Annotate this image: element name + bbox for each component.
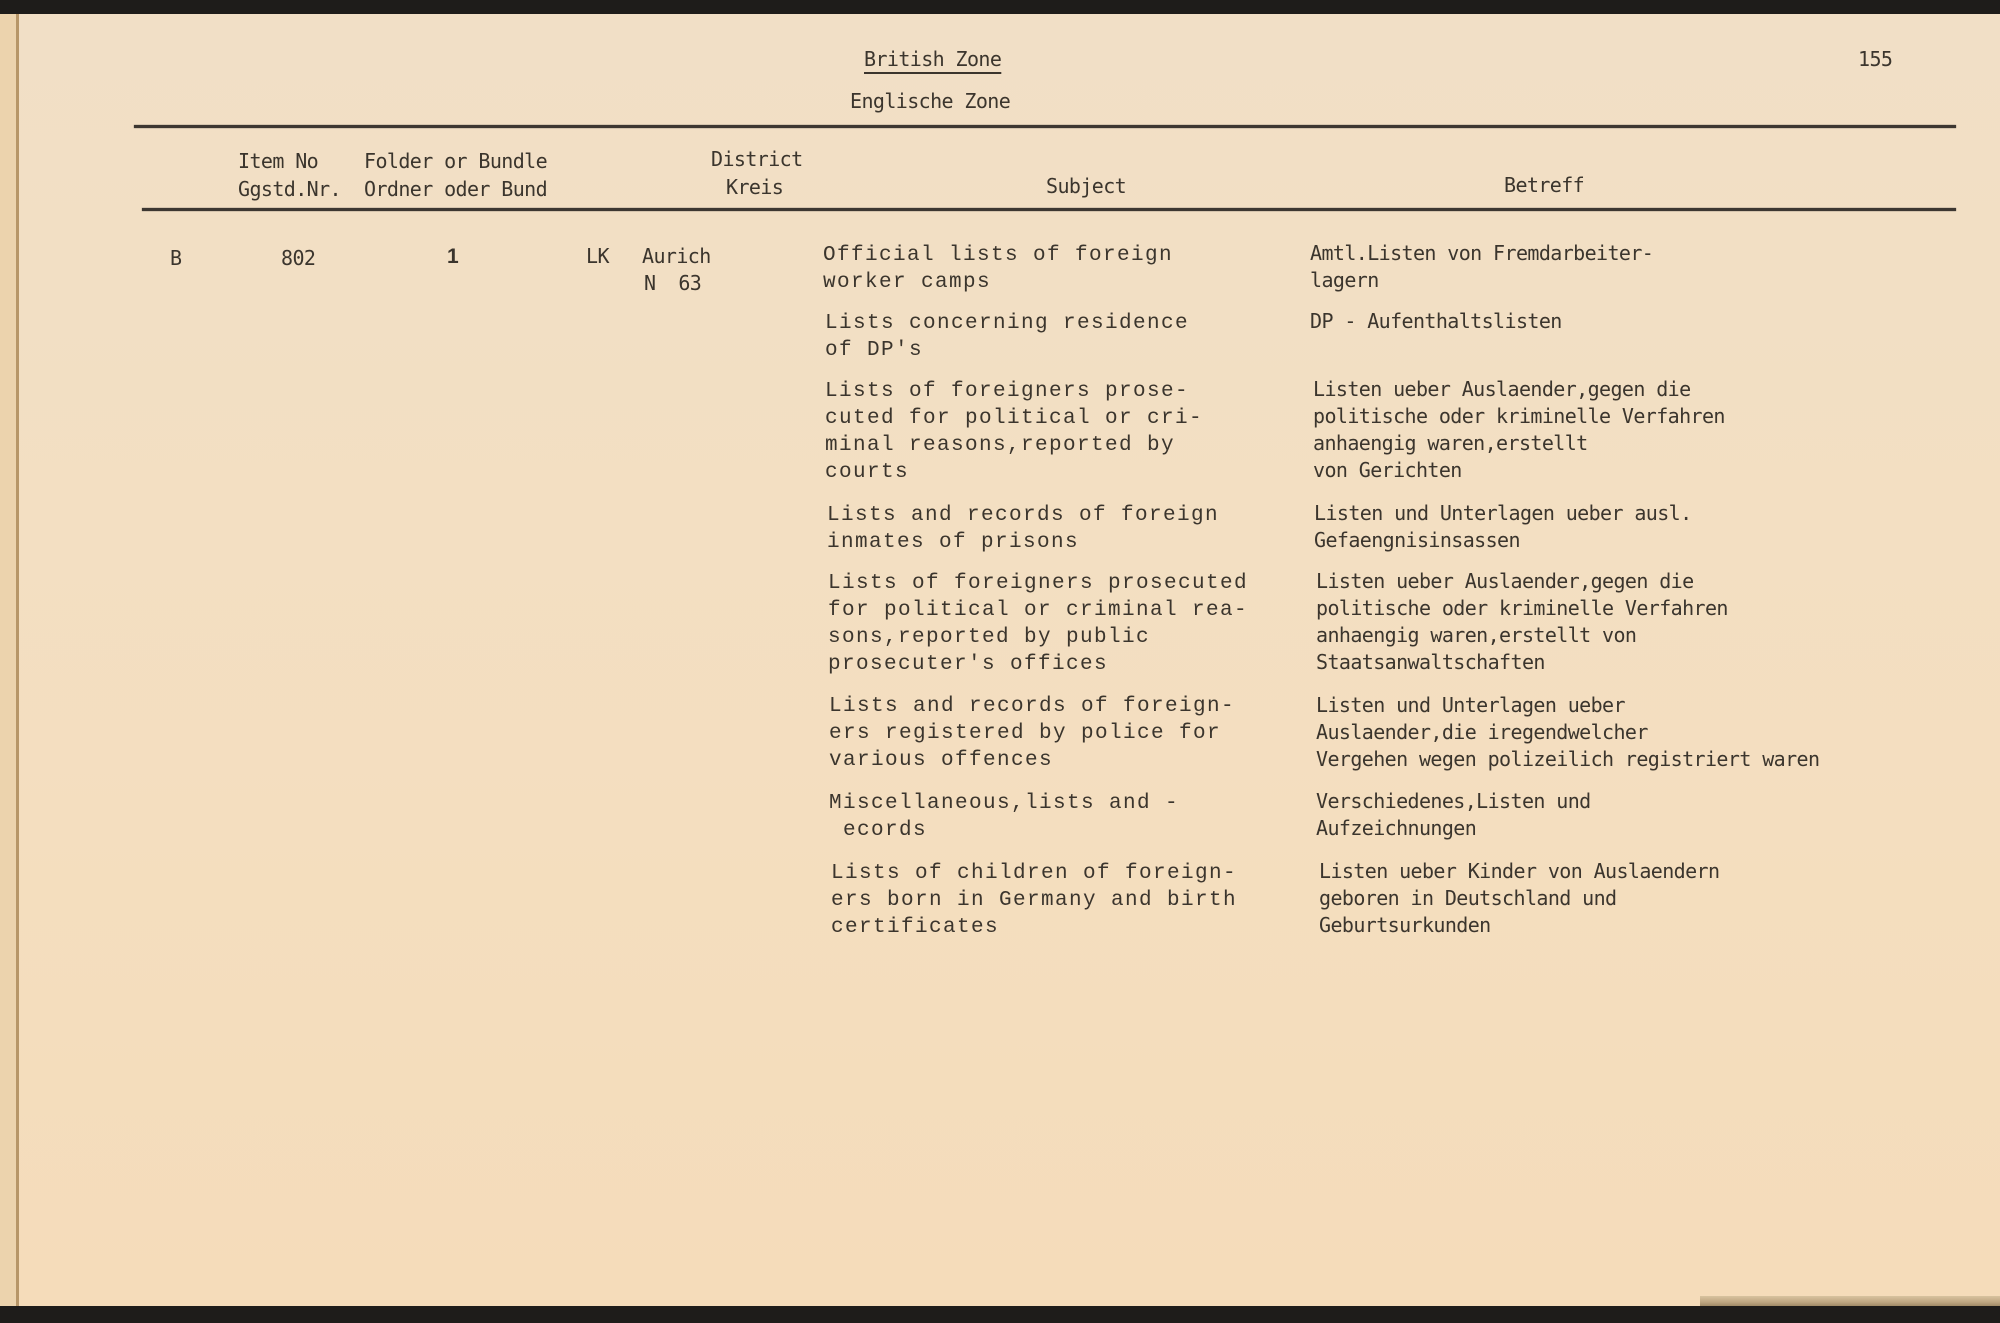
betreff-line: Listen ueber Auslaender,gegen die [1316,569,1694,593]
subject-line: various offences [829,749,1054,772]
betreff-line: von Gerichten [1313,458,1462,482]
subject-line: Official lists of foreign [823,244,1174,267]
zone-title: British Zone [864,47,1002,71]
betreff-line: anhaengig waren,erstellt von [1316,623,1637,647]
subject-line: minal reasons,reported by [825,434,1176,457]
header-bottom-rule [142,208,1956,211]
subject-line: for political or criminal rea- [828,599,1249,622]
subject-line: prosecuter's offices [828,653,1109,676]
subject-entry [829,693,1235,774]
zone-subtitle: Englische Zone [850,89,1011,113]
betreff-entry [1314,500,1692,554]
betreff-line: Geburtsurkunden [1319,913,1491,937]
subject-entry [827,502,1219,556]
row-district-code: N 63 [644,271,702,295]
betreff-line: DP - Aufenthaltslisten [1310,309,1562,333]
betreff-line: Aufzeichnungen [1316,816,1477,840]
subject-line: of DP's [825,339,924,362]
subject-entry [825,310,1189,364]
header-top-rule [134,125,1956,128]
subject-line: ecords [829,819,928,842]
col-folder: Folder or Bundle [364,149,548,173]
betreff-entry [1310,240,1653,294]
subject-line: inmates of prisons [827,531,1080,554]
subject-entry [825,378,1203,486]
subject-line: cuted for political or cri- [825,407,1204,430]
betreff-line: Staatsanwaltschaften [1316,650,1545,674]
betreff-line: lagern [1310,268,1379,292]
betreff-entry [1319,858,1719,939]
betreff-entry [1316,692,1819,773]
subject-entry [829,790,1179,844]
row-folder: 1 [447,245,459,268]
betreff-line: Listen ueber Auslaender,gegen die [1313,377,1691,401]
row-item-no: 802 [281,246,316,270]
betreff-entry [1316,788,1591,842]
betreff-line: Gefaengnisinsassen [1314,528,1520,552]
page-number: 155 [1858,47,1893,71]
subject-line: Lists of children of foreign- [831,862,1238,885]
subject-line: Lists and records of foreign- [829,695,1236,718]
subject-entry [831,860,1237,941]
col-item-no: Item No [238,149,319,173]
col-folder-de: Ordner oder Bund [364,177,548,201]
betreff-line: anhaengig waren,erstellt [1313,431,1588,455]
row-district-prefix: LK [586,244,609,268]
subject-line: certificates [831,916,1000,939]
col-betreff: Betreff [1504,173,1585,197]
row-district: Aurich [642,244,711,268]
subject-line: ers born in Germany and birth [831,889,1238,912]
betreff-entry [1310,308,1562,335]
subject-line: Lists concerning residence [825,312,1190,335]
subject-line: Miscellaneous,lists and - [829,792,1180,815]
betreff-line: Auslaender,die iregendwelcher [1316,720,1648,744]
subject-entry [823,242,1173,296]
subject-line: courts [825,461,910,484]
subject-line: Lists of foreigners prosecuted [828,572,1249,595]
betreff-line: Listen und Unterlagen ueber [1316,693,1625,717]
subject-entry [828,570,1248,678]
subject-line: Lists of foreigners prose- [825,380,1190,403]
col-district-de: Kreis [726,175,784,199]
betreff-line: politische oder kriminelle Verfahren [1313,404,1725,428]
betreff-line: Vergehen wegen polizeilich registriert waren [1316,747,1820,771]
subject-line: sons,reported by public [828,626,1151,649]
binding-line [16,14,19,1306]
betreff-line: Amtl.Listen von Fremdarbeiter- [1310,241,1654,265]
betreff-line: Verschiedenes,Listen und [1316,789,1591,813]
col-item-no-de: Ggstd.Nr. [238,177,341,201]
subject-line: Lists and records of foreign [827,504,1220,527]
betreff-line: politische oder kriminelle Verfahren [1316,596,1728,620]
subject-line: ers registered by police for [829,722,1222,745]
betreff-line: geboren in Deutschland und [1319,886,1617,910]
binding-strip [0,14,16,1306]
betreff-entry [1316,568,1728,676]
col-subject: Subject [1046,174,1127,198]
betreff-entry [1313,376,1725,484]
betreff-line: Listen und Unterlagen ueber ausl. [1314,501,1692,525]
col-district: District [711,147,803,171]
subject-line: worker camps [823,271,992,294]
row-letter: B [170,246,182,270]
betreff-line: Listen ueber Kinder von Auslaendern [1319,859,1720,883]
page-bottom-edge [1700,1296,2000,1306]
